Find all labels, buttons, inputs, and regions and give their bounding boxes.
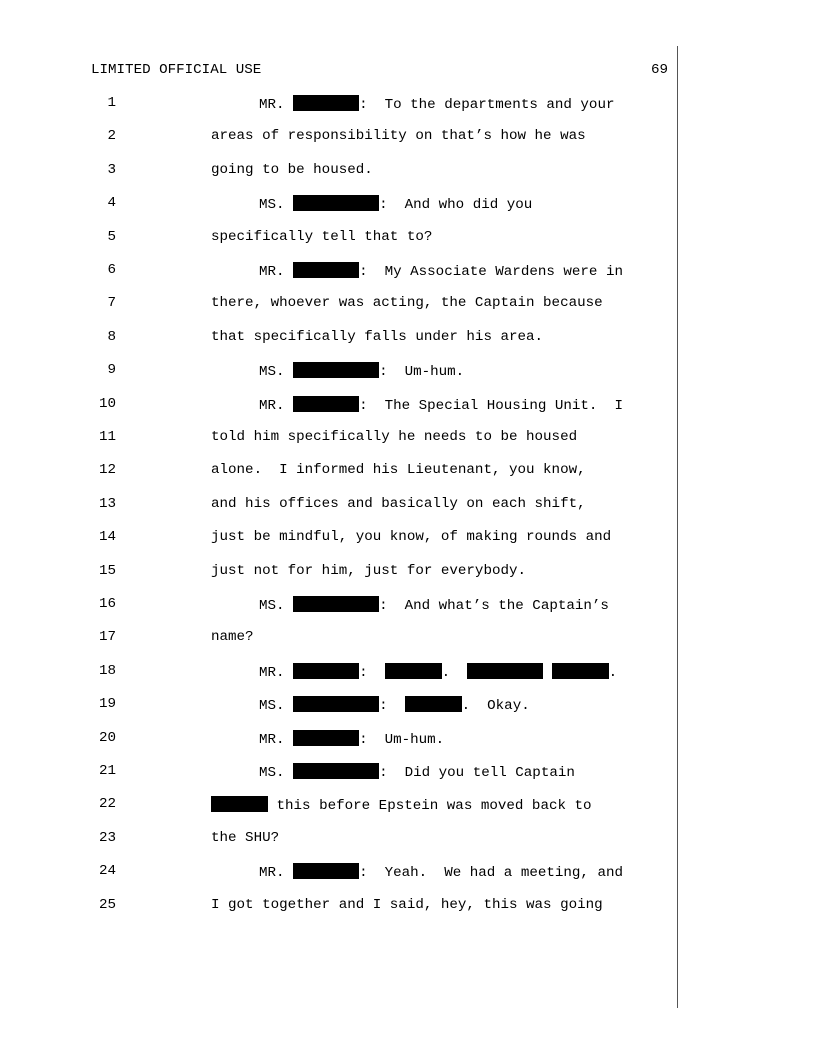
line-number: 18 (98, 662, 116, 679)
line-number: 9 (107, 362, 116, 379)
line-number: 20 (98, 729, 116, 746)
line-number: 14 (98, 529, 116, 546)
line-text (211, 629, 254, 645)
transcript-line (0, 529, 816, 549)
transcript-line (0, 629, 816, 649)
text-run: told him specifically he needs to be housed (211, 429, 578, 445)
text-run: I got together and I said, hey, this was going (211, 896, 603, 913)
line-text (211, 128, 586, 144)
text-run: MR. (259, 865, 294, 882)
text-run: just be mindful, you know, of making rounds and (211, 529, 612, 546)
text-run: : Um-hum. (359, 731, 445, 748)
text-run: that specifically falls under his area. (211, 328, 544, 345)
transcript-line (0, 396, 816, 416)
transcript-line (0, 596, 816, 616)
text-run: areas of responsibility on that’s how he was (211, 128, 586, 145)
line-number: 10 (98, 395, 116, 412)
transcript-line (0, 162, 816, 182)
redaction-box (211, 796, 268, 812)
transcript-line (0, 462, 816, 482)
transcript-line (0, 863, 816, 883)
transcript-line (0, 429, 816, 449)
text-run: and his offices and basically on each shift, (211, 495, 586, 512)
text-run: : (359, 664, 385, 681)
transcript-line (0, 897, 816, 917)
text-run: MS. (259, 698, 294, 715)
line-text (211, 229, 432, 245)
text-run: MR. (259, 397, 294, 414)
line-number: 1 (107, 95, 116, 111)
line-number: 8 (107, 328, 116, 345)
line-number: 3 (107, 161, 116, 178)
transcript-line (0, 128, 816, 148)
text-run: . (441, 664, 468, 681)
text-run: : And who did you (379, 197, 533, 214)
text-run: this before Epstein was moved back to (268, 798, 592, 815)
line-text (211, 162, 373, 178)
line-text (211, 897, 603, 913)
text-run: : My Associate Wardens were in (359, 264, 623, 280)
line-text (211, 796, 592, 814)
text-run: : The Special Housing Unit. I (359, 397, 623, 414)
transcript-line (0, 763, 816, 783)
text-run: . (608, 664, 618, 681)
line-text (211, 496, 586, 512)
text-run: there, whoever was acting, the Captain because (211, 295, 603, 312)
redaction-box (293, 863, 359, 879)
line-number: 17 (98, 629, 116, 646)
transcript-line (0, 663, 816, 683)
redaction-box (385, 663, 442, 679)
line-text (211, 329, 543, 345)
line-number: 24 (98, 863, 116, 880)
line-number: 23 (98, 829, 116, 846)
redaction-box (405, 696, 462, 712)
line-text (259, 396, 623, 414)
text-run: : Yeah. We had a meeting, and (359, 865, 623, 882)
line-number: 15 (98, 562, 116, 579)
text-run: the SHU? (211, 829, 280, 846)
page-number: 69 (650, 62, 668, 78)
line-text (259, 596, 609, 614)
line-text (211, 429, 577, 445)
redaction-box (293, 95, 359, 111)
redaction-box (293, 362, 379, 378)
text-run: MR. (259, 731, 294, 748)
line-text (259, 696, 530, 714)
line-text (259, 663, 617, 681)
line-number: 19 (98, 696, 116, 713)
text-run: . Okay. (461, 698, 530, 715)
line-number: 2 (107, 128, 116, 145)
redaction-box (293, 696, 379, 712)
transcript-line (0, 295, 816, 315)
line-number: 12 (98, 462, 116, 479)
line-text (259, 262, 623, 280)
line-text (259, 195, 532, 213)
transcript-line (0, 830, 816, 850)
text-run: MS. (259, 598, 294, 614)
text-run: alone. I informed his Lieutenant, you know, (211, 462, 586, 479)
redaction-box (467, 663, 543, 679)
redaction-box (293, 763, 379, 779)
line-number: 25 (98, 896, 116, 913)
line-number: 13 (98, 495, 116, 512)
redaction-box (293, 195, 379, 211)
transcript-line (0, 329, 816, 349)
redaction-box (293, 262, 359, 278)
text-run: : Um-hum. (379, 364, 465, 381)
transcript-line (0, 262, 816, 282)
line-text (211, 462, 586, 478)
redaction-box (293, 730, 359, 746)
transcript-line (0, 195, 816, 215)
line-number: 16 (98, 596, 116, 612)
line-text (211, 529, 611, 545)
text-run: name? (211, 629, 254, 646)
line-number: 4 (107, 195, 116, 212)
text-run: MR. (259, 664, 294, 681)
text-run: : And what’s the Captain’s (379, 598, 609, 614)
line-number: 21 (98, 763, 116, 779)
transcript-line (0, 796, 816, 816)
line-number: 6 (107, 262, 116, 278)
line-text (259, 95, 614, 113)
transcript-line (0, 362, 816, 382)
line-text (211, 563, 526, 579)
line-number: 5 (107, 228, 116, 245)
transcript-line (0, 95, 816, 115)
line-number: 11 (98, 429, 116, 445)
line-text (211, 830, 279, 846)
text-run: MS. (259, 765, 294, 781)
line-number: 22 (98, 796, 116, 813)
line-text (259, 863, 623, 881)
redaction-box (552, 663, 609, 679)
text-run: : (379, 698, 405, 715)
line-text (259, 763, 575, 781)
line-text (259, 362, 464, 380)
text-run: : Did you tell Captain (379, 765, 575, 781)
redaction-box (293, 396, 359, 412)
transcript-line (0, 563, 816, 583)
text-run: : To the departments and your (359, 97, 615, 113)
line-text (211, 295, 603, 311)
text-run: MR. (259, 264, 294, 280)
text-run (543, 665, 552, 681)
text-run: MR. (259, 97, 294, 113)
header-classification: LIMITED OFFICIAL USE (91, 62, 262, 78)
redaction-box (293, 663, 359, 679)
text-run: MS. (259, 197, 294, 214)
transcript-line (0, 496, 816, 516)
line-number: 7 (107, 295, 116, 312)
text-run: specifically tell that to? (211, 228, 433, 245)
transcript-line (0, 229, 816, 249)
text-run: MS. (259, 364, 294, 381)
text-run: going to be housed. (211, 161, 373, 178)
redaction-box (293, 596, 379, 612)
transcript-line (0, 696, 816, 716)
text-run: just not for him, just for everybody. (211, 562, 527, 579)
line-text (259, 730, 444, 748)
transcript-line (0, 730, 816, 750)
